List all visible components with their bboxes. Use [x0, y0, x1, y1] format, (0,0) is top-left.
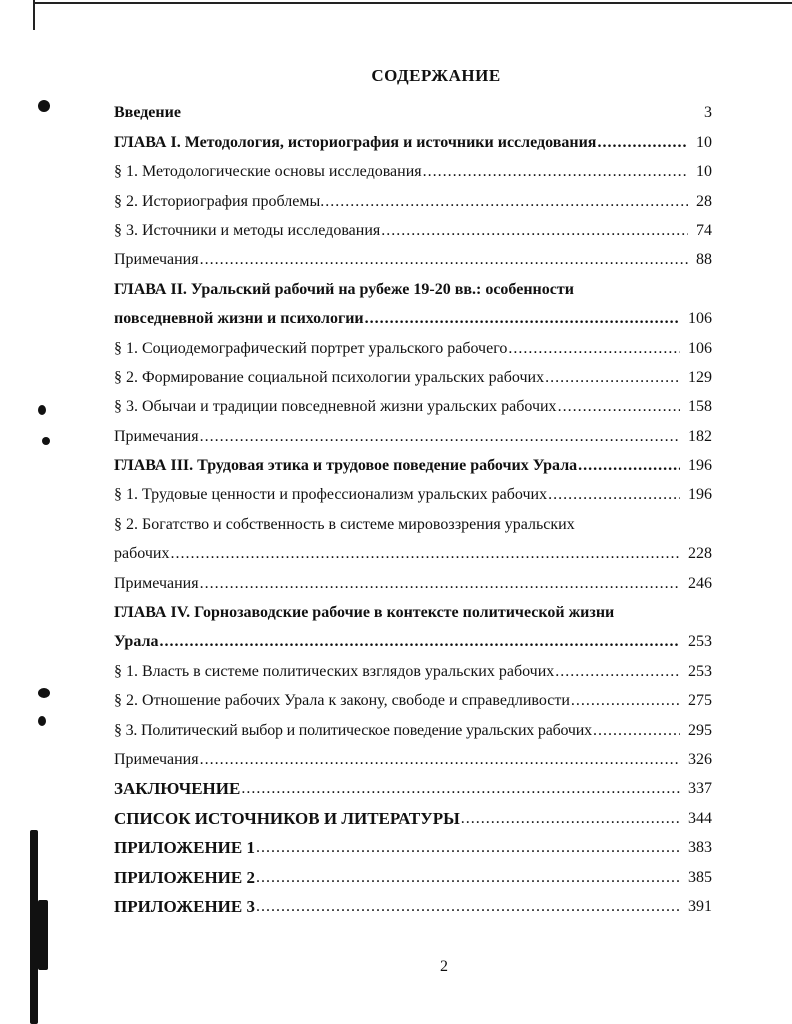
toc-entry-text: ГЛАВА IV. Горнозаводские рабочие в контексте политической жизни — [114, 604, 615, 622]
page-title: СОДЕРЖАНИЕ — [371, 66, 501, 85]
toc-page: 337 — [688, 780, 712, 798]
toc-row — [114, 710, 712, 739]
dot-leader — [256, 869, 680, 887]
toc-page: 385 — [688, 868, 712, 886]
dot-leader — [200, 751, 680, 769]
dot-leader — [365, 310, 680, 328]
dot-leader — [170, 545, 680, 563]
toc-row — [114, 681, 712, 710]
toc-entry-text: Примечания — [114, 750, 199, 768]
dot-leader — [200, 251, 688, 269]
toc-page: 275 — [688, 692, 712, 710]
toc-page: 344 — [688, 809, 712, 827]
table-of-contents — [114, 93, 712, 916]
toc-row — [114, 593, 712, 622]
toc-row — [114, 122, 712, 151]
toc-page: 3 — [704, 104, 712, 122]
toc-entry-text: Примечания — [114, 427, 199, 445]
toc-entry-text: § 2. Историография проблемы. — [114, 192, 325, 210]
scan-speck — [38, 688, 50, 698]
toc-row — [114, 269, 712, 298]
toc-page: 228 — [688, 545, 712, 563]
toc-entry-text: § 1. Трудовые ценности и профессионализм уральских рабочих — [114, 486, 548, 504]
toc-row — [114, 211, 712, 240]
dot-leader — [555, 663, 680, 681]
toc-row — [114, 769, 712, 798]
toc-row — [114, 534, 712, 563]
toc-page: 182 — [688, 427, 712, 445]
scan-speck — [42, 437, 50, 445]
toc-page: 88 — [696, 251, 712, 269]
toc-entry-text: ГЛАВА II. Уральский рабочий на рубеже 19-20 вв.: особенности — [114, 280, 574, 298]
toc-row — [114, 416, 712, 445]
toc-page: 196 — [688, 457, 712, 475]
toc-page: 74 — [696, 221, 712, 239]
toc-page: 326 — [688, 750, 712, 768]
dot-leader — [325, 193, 688, 211]
toc-row — [114, 798, 712, 827]
dot-leader — [593, 722, 680, 740]
toc-entry-text: ПРИЛОЖЕНИЕ 2 — [114, 867, 255, 887]
toc-page: 196 — [688, 486, 712, 504]
toc-row — [114, 504, 712, 533]
dot-leader — [381, 222, 688, 240]
toc-entry-text: Примечания — [114, 251, 199, 269]
toc-row — [114, 857, 712, 886]
toc-entry-text: ГЛАВА III. Трудовая этика и трудовое поведение рабочих Урала — [114, 457, 578, 475]
scan-speck — [38, 716, 46, 726]
toc-page: 246 — [688, 574, 712, 592]
dot-leader — [597, 134, 688, 152]
toc-entry-text: ПРИЛОЖЕНИЕ 3 — [114, 896, 255, 916]
toc-row — [114, 622, 712, 651]
dot-leader — [548, 486, 680, 504]
toc-page: 295 — [688, 721, 712, 739]
left-border-line — [33, 0, 35, 30]
toc-entry-text: Примечания — [114, 574, 199, 592]
dot-leader — [558, 398, 680, 416]
dot-leader — [256, 839, 680, 857]
toc-page: 253 — [688, 633, 712, 651]
toc-entry-text: рабочих — [114, 545, 170, 563]
toc-page: 10 — [696, 163, 712, 181]
dot-leader — [508, 340, 680, 358]
toc-row — [114, 828, 712, 857]
toc-entry-text: Урала — [114, 633, 159, 651]
toc-page: 158 — [688, 398, 712, 416]
toc-entry-text: § 1. Власть в системе политических взглядов уральских рабочих — [114, 662, 555, 680]
scan-speck — [38, 405, 46, 415]
toc-row — [114, 152, 712, 181]
toc-entry-text: § 1. Методологические основы исследования — [114, 163, 422, 181]
scan-speck — [38, 100, 50, 112]
dot-leader — [461, 810, 680, 828]
toc-entry-text: § 2. Богатство и собственность в системе мировоззрения уральских — [114, 515, 575, 533]
binding-shadow — [30, 830, 38, 1024]
toc-entry-text: повседневной жизни и психологии — [114, 310, 364, 328]
toc-row — [114, 446, 712, 475]
page-number: 2 — [440, 958, 448, 975]
toc-page: 10 — [696, 133, 712, 151]
toc-row — [114, 475, 712, 504]
toc-page: 106 — [688, 310, 712, 328]
toc-row — [114, 93, 712, 122]
toc-entry-text: § 1. Социодемографический портрет уральского рабочего — [114, 339, 508, 357]
toc-page: 28 — [696, 192, 712, 210]
toc-row — [114, 240, 712, 269]
toc-row — [114, 387, 712, 416]
toc-row — [114, 651, 712, 680]
toc-entry-text: § 2. Отношение рабочих Урала к закону, свободе и справедливости — [114, 692, 570, 710]
dot-leader — [159, 633, 680, 651]
toc-row — [114, 328, 712, 357]
toc-entry-text: § 3. Источники и методы исследования — [114, 221, 381, 239]
toc-page: 391 — [688, 897, 712, 915]
toc-entry-text: ПРИЛОЖЕНИЕ 1 — [114, 838, 255, 858]
toc-page: 253 — [688, 662, 712, 680]
toc-entry-text: ГЛАВА I. Методология, историография и источники исследования — [114, 133, 597, 151]
toc-entry-text: § 3. Политический выбор и политическое поведение уральских рабочих — [114, 721, 592, 739]
toc-row — [114, 740, 712, 769]
binding-shadow — [38, 900, 48, 970]
toc-entry-text: СПИСОК ИСТОЧНИКОВ И ЛИТЕРАТУРЫ — [114, 808, 460, 828]
toc-row — [114, 887, 712, 916]
dot-leader — [578, 457, 680, 475]
toc-row — [114, 563, 712, 592]
toc-row — [114, 358, 712, 387]
toc-entry-text: § 2. Формирование социальной психологии уральских рабочих — [114, 368, 545, 386]
dot-leader — [571, 692, 680, 710]
toc-page: 383 — [688, 839, 712, 857]
dot-leader — [241, 780, 680, 798]
toc-entry-text: § 3. Обычаи и традиции повседневной жизни уральских рабочих — [114, 398, 557, 416]
dot-leader — [423, 163, 688, 181]
toc-page: 129 — [688, 368, 712, 386]
dot-leader — [200, 428, 680, 446]
toc-page: 106 — [688, 339, 712, 357]
toc-row — [114, 181, 712, 210]
top-border-line — [33, 2, 792, 4]
toc-row — [114, 299, 712, 328]
toc-entry-text: ЗАКЛЮЧЕНИЕ — [114, 779, 241, 799]
dot-leader — [545, 369, 680, 387]
dot-leader — [256, 898, 680, 916]
dot-leader — [200, 575, 680, 593]
toc-entry-text: Введение — [114, 104, 181, 122]
